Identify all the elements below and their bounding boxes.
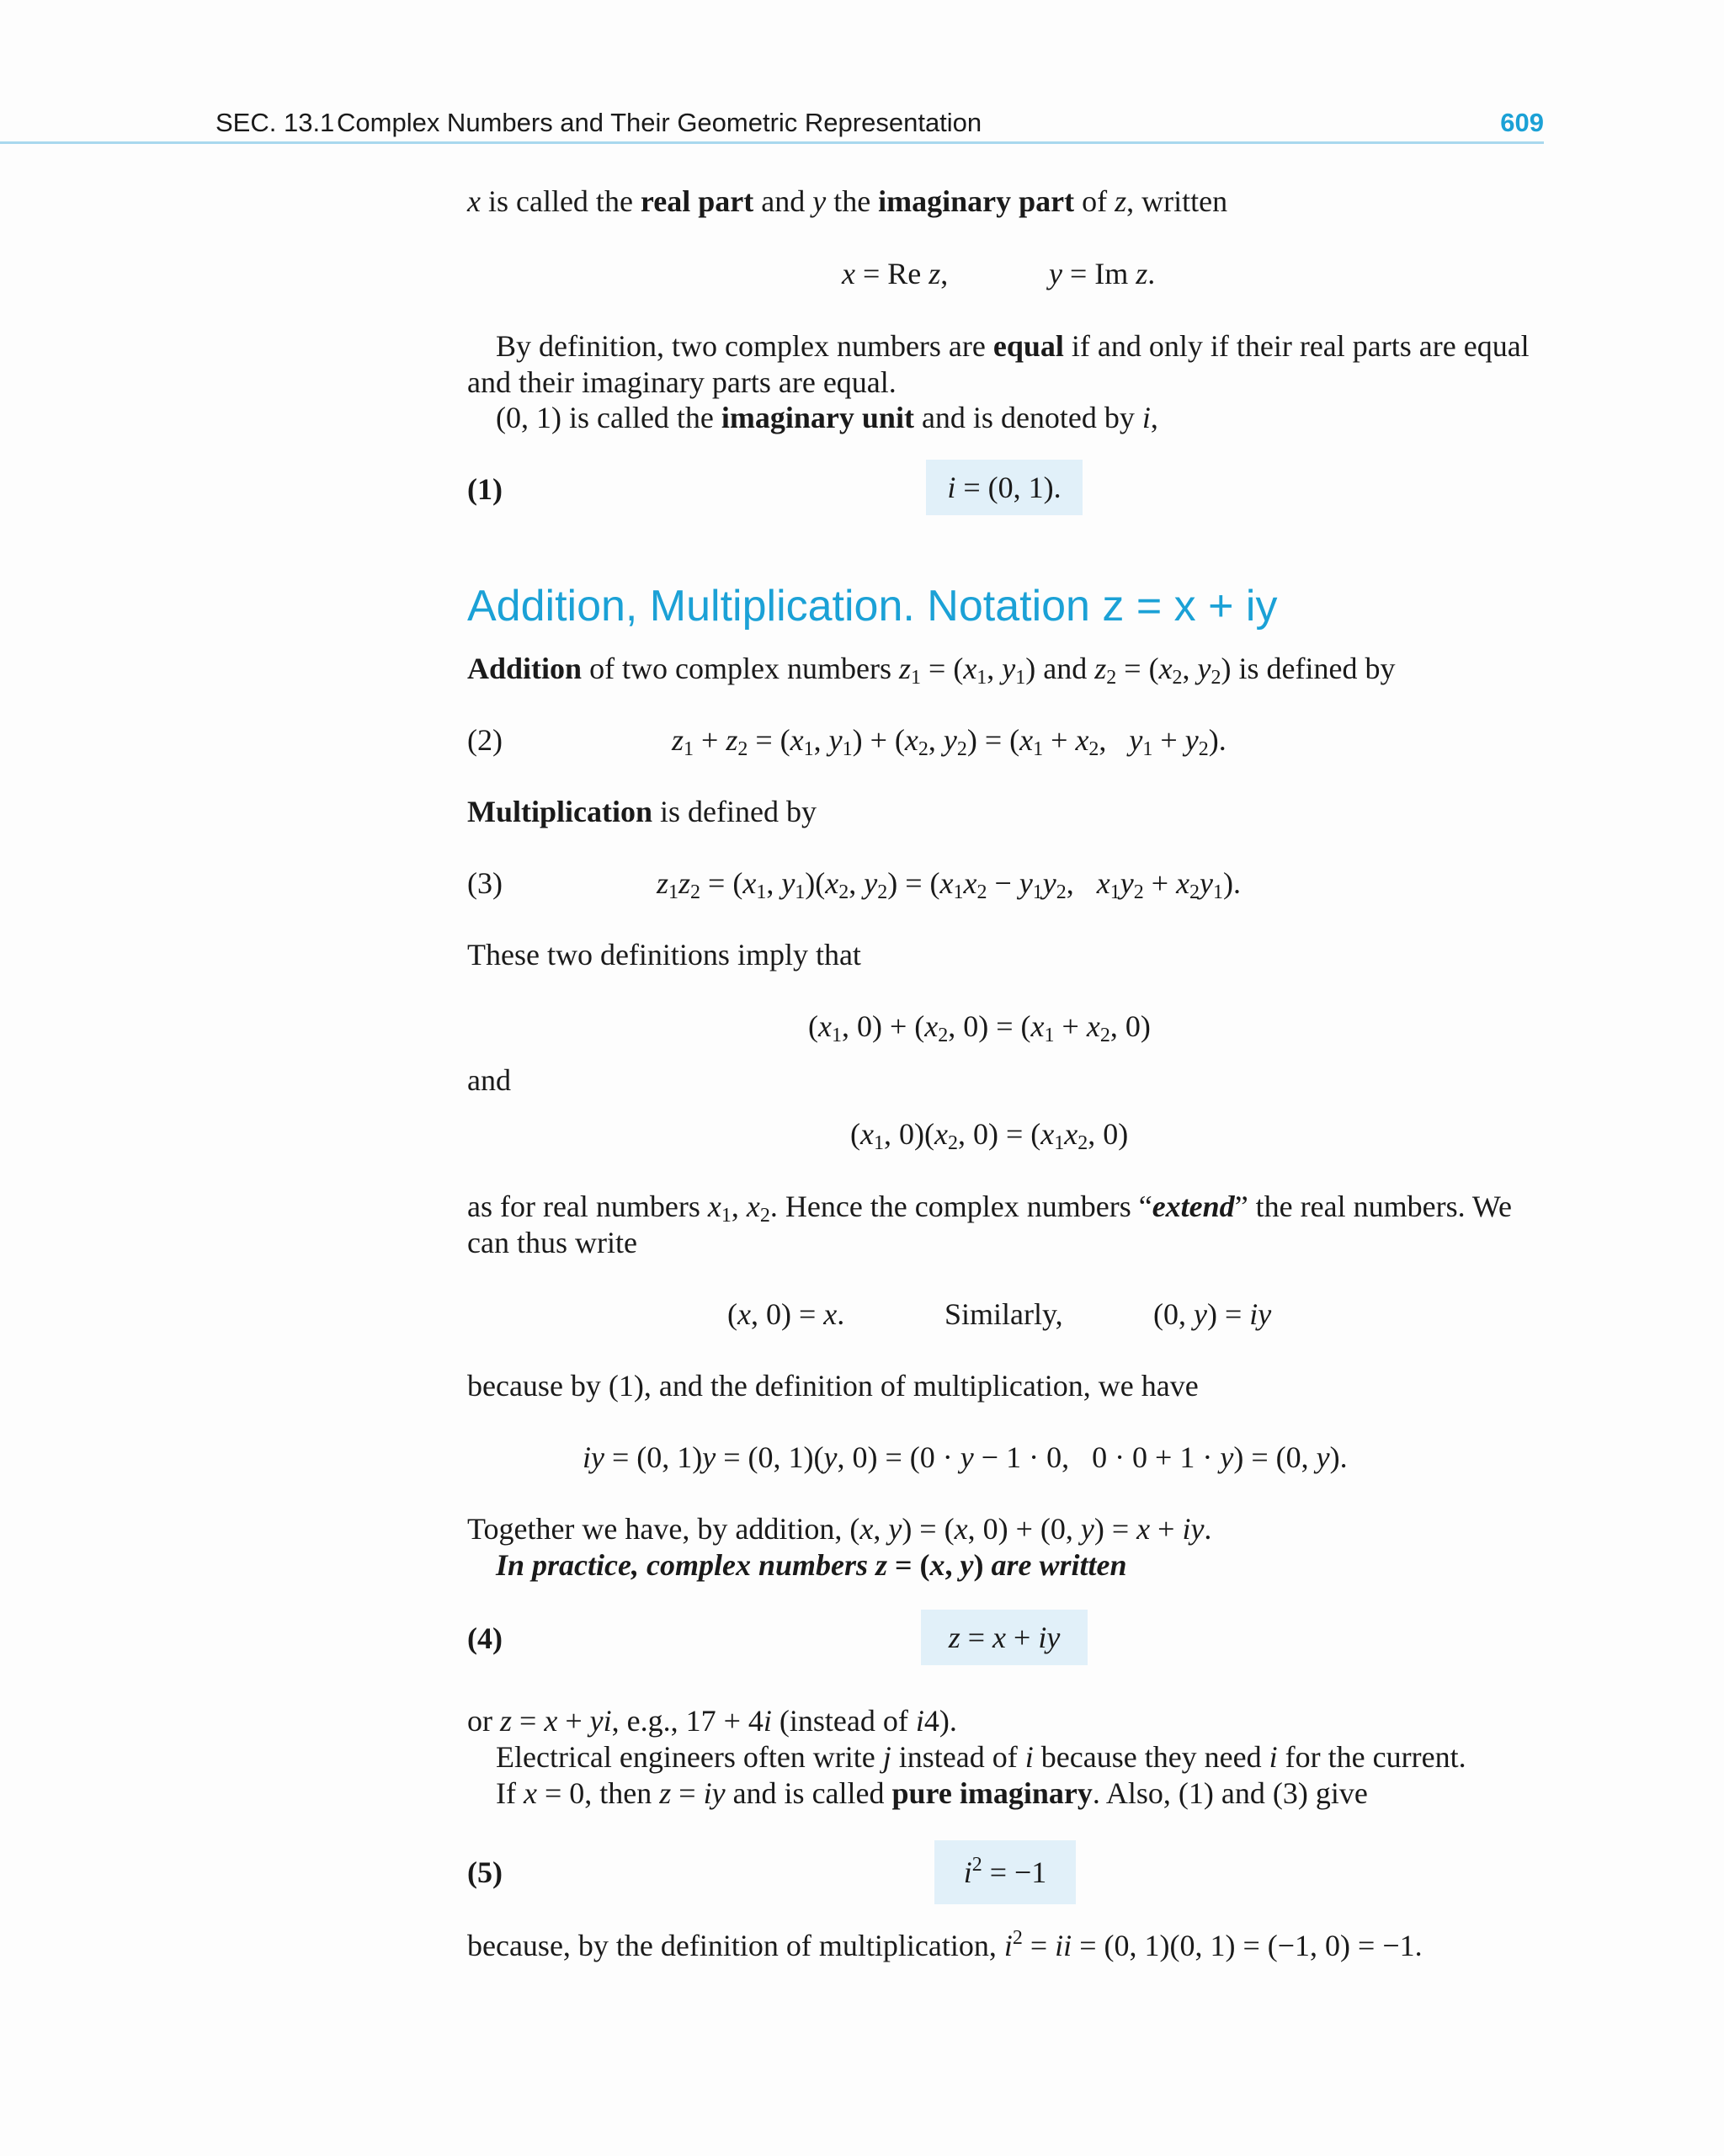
equation-2: $z_1 + z_2 = (x_1$, $y_1) + (x_2$, $y_2) = (x_1 + x_2$, $y_1 + y_2$). — [672, 723, 1226, 760]
header-title: Complex Numbers and Their Geometric Representation — [337, 108, 982, 137]
word-and: and — [467, 1063, 511, 1097]
equation-number-4: (4) — [467, 1621, 503, 1655]
equation-re-z: x = Re z, — [842, 257, 949, 290]
paragraph-or-z: or z = x + yi, e.g., 17 + 4i (instead of i4). — [467, 1704, 957, 1738]
paragraph-because-by-1: because by (1), and the definition of multiplication, we have — [467, 1369, 1199, 1403]
equation-x0: (x, 0) = x. — [727, 1297, 845, 1331]
paragraph-extend: as for real numbers $x_1$, $x_2$. Hence the complex numbers “extend” the real numbers. We — [467, 1190, 1512, 1227]
paragraph-equality-definition: By definition, two complex numbers are equal if and only if their real parts are equal — [496, 329, 1530, 363]
paragraph-definitions-imply: These two definitions imply that — [467, 938, 861, 972]
paragraph-because-multiplication: because, by the definition of multiplication, $i^2$ = ii = (0, 1)(0, 1) = (−1, 0) = −1. — [467, 1927, 1423, 1962]
equation-number-5: (5) — [467, 1855, 503, 1889]
equation-1-box: i = (0, 1). — [926, 460, 1083, 515]
equation-im-z: y = Im z. — [1049, 257, 1156, 290]
paragraph-multiplication: Multiplication is defined by — [467, 795, 817, 828]
paragraph-together: Together we have, by addition, (x, y) = (x, 0) + (0, y) = x + iy. — [467, 1512, 1212, 1546]
paragraph-extend-cont: can thus write — [467, 1226, 637, 1259]
word-similarly: Similarly, — [944, 1297, 1063, 1331]
paragraph-equality-definition-cont: and their imaginary parts are equal. — [467, 365, 897, 399]
equation-4-box: z = x + iy — [921, 1610, 1088, 1665]
paragraph-electrical-engineers: Electrical engineers often write j instead of i because they need i for the current. — [496, 1740, 1466, 1774]
equation-number-3: (3) — [467, 866, 503, 900]
paragraph-in-practice: In practice, complex numbers z = (x, y) are written — [496, 1548, 1127, 1582]
equation-5-box: $i^2 = -1$ — [934, 1840, 1076, 1904]
equation-number-2: (2) — [467, 723, 503, 757]
equation-iy: iy = (0, 1)y = (0, 1)(y, 0) = (0 · y − 1 · 0, 0 · 0 + 1 · y) = (0, y). — [583, 1440, 1348, 1474]
equation-number-1: (1) — [467, 472, 503, 506]
paragraph-imaginary-unit: (0, 1) is called the imaginary unit and is denoted by i, — [496, 401, 1158, 434]
running-header — [0, 99, 1544, 144]
equation-real-multiplication: ($x_1$, $0)(x_2$, $0) = (x_1x_2$, 0) — [850, 1117, 1129, 1154]
paragraph-addition-definition: Addition of two complex numbers $z_1 = (x_1$, $y_1$) and $z_2 = (x_2$, $y_2$) is defined by — [467, 652, 1396, 689]
paragraph-real-imag-part: x is called the real part and y the imaginary part of z, written — [467, 184, 1228, 218]
page-number: 609 — [1500, 108, 1544, 137]
paragraph-pure-imaginary: If x = 0, then z = iy and is called pure imaginary. Also, (1) and (3) give — [496, 1776, 1368, 1810]
section-label: SEC. 13.1 — [216, 108, 335, 137]
equation-3: $z_1z_2 = (x_1$, $y_1)(x_2$, $y_2) = (x_1x_2 - y_1y_2$, $x_1y_2 + x_2y_1$). — [657, 866, 1242, 903]
equation-real-addition: ($x_1$, $0) + (x_2$, $0) = (x_1 + x_2$, 0) — [808, 1009, 1151, 1046]
section-heading: Addition, Multiplication. Notation z = x + iy — [467, 582, 1278, 631]
equation-0y: (0, y) = iy — [1153, 1297, 1272, 1331]
